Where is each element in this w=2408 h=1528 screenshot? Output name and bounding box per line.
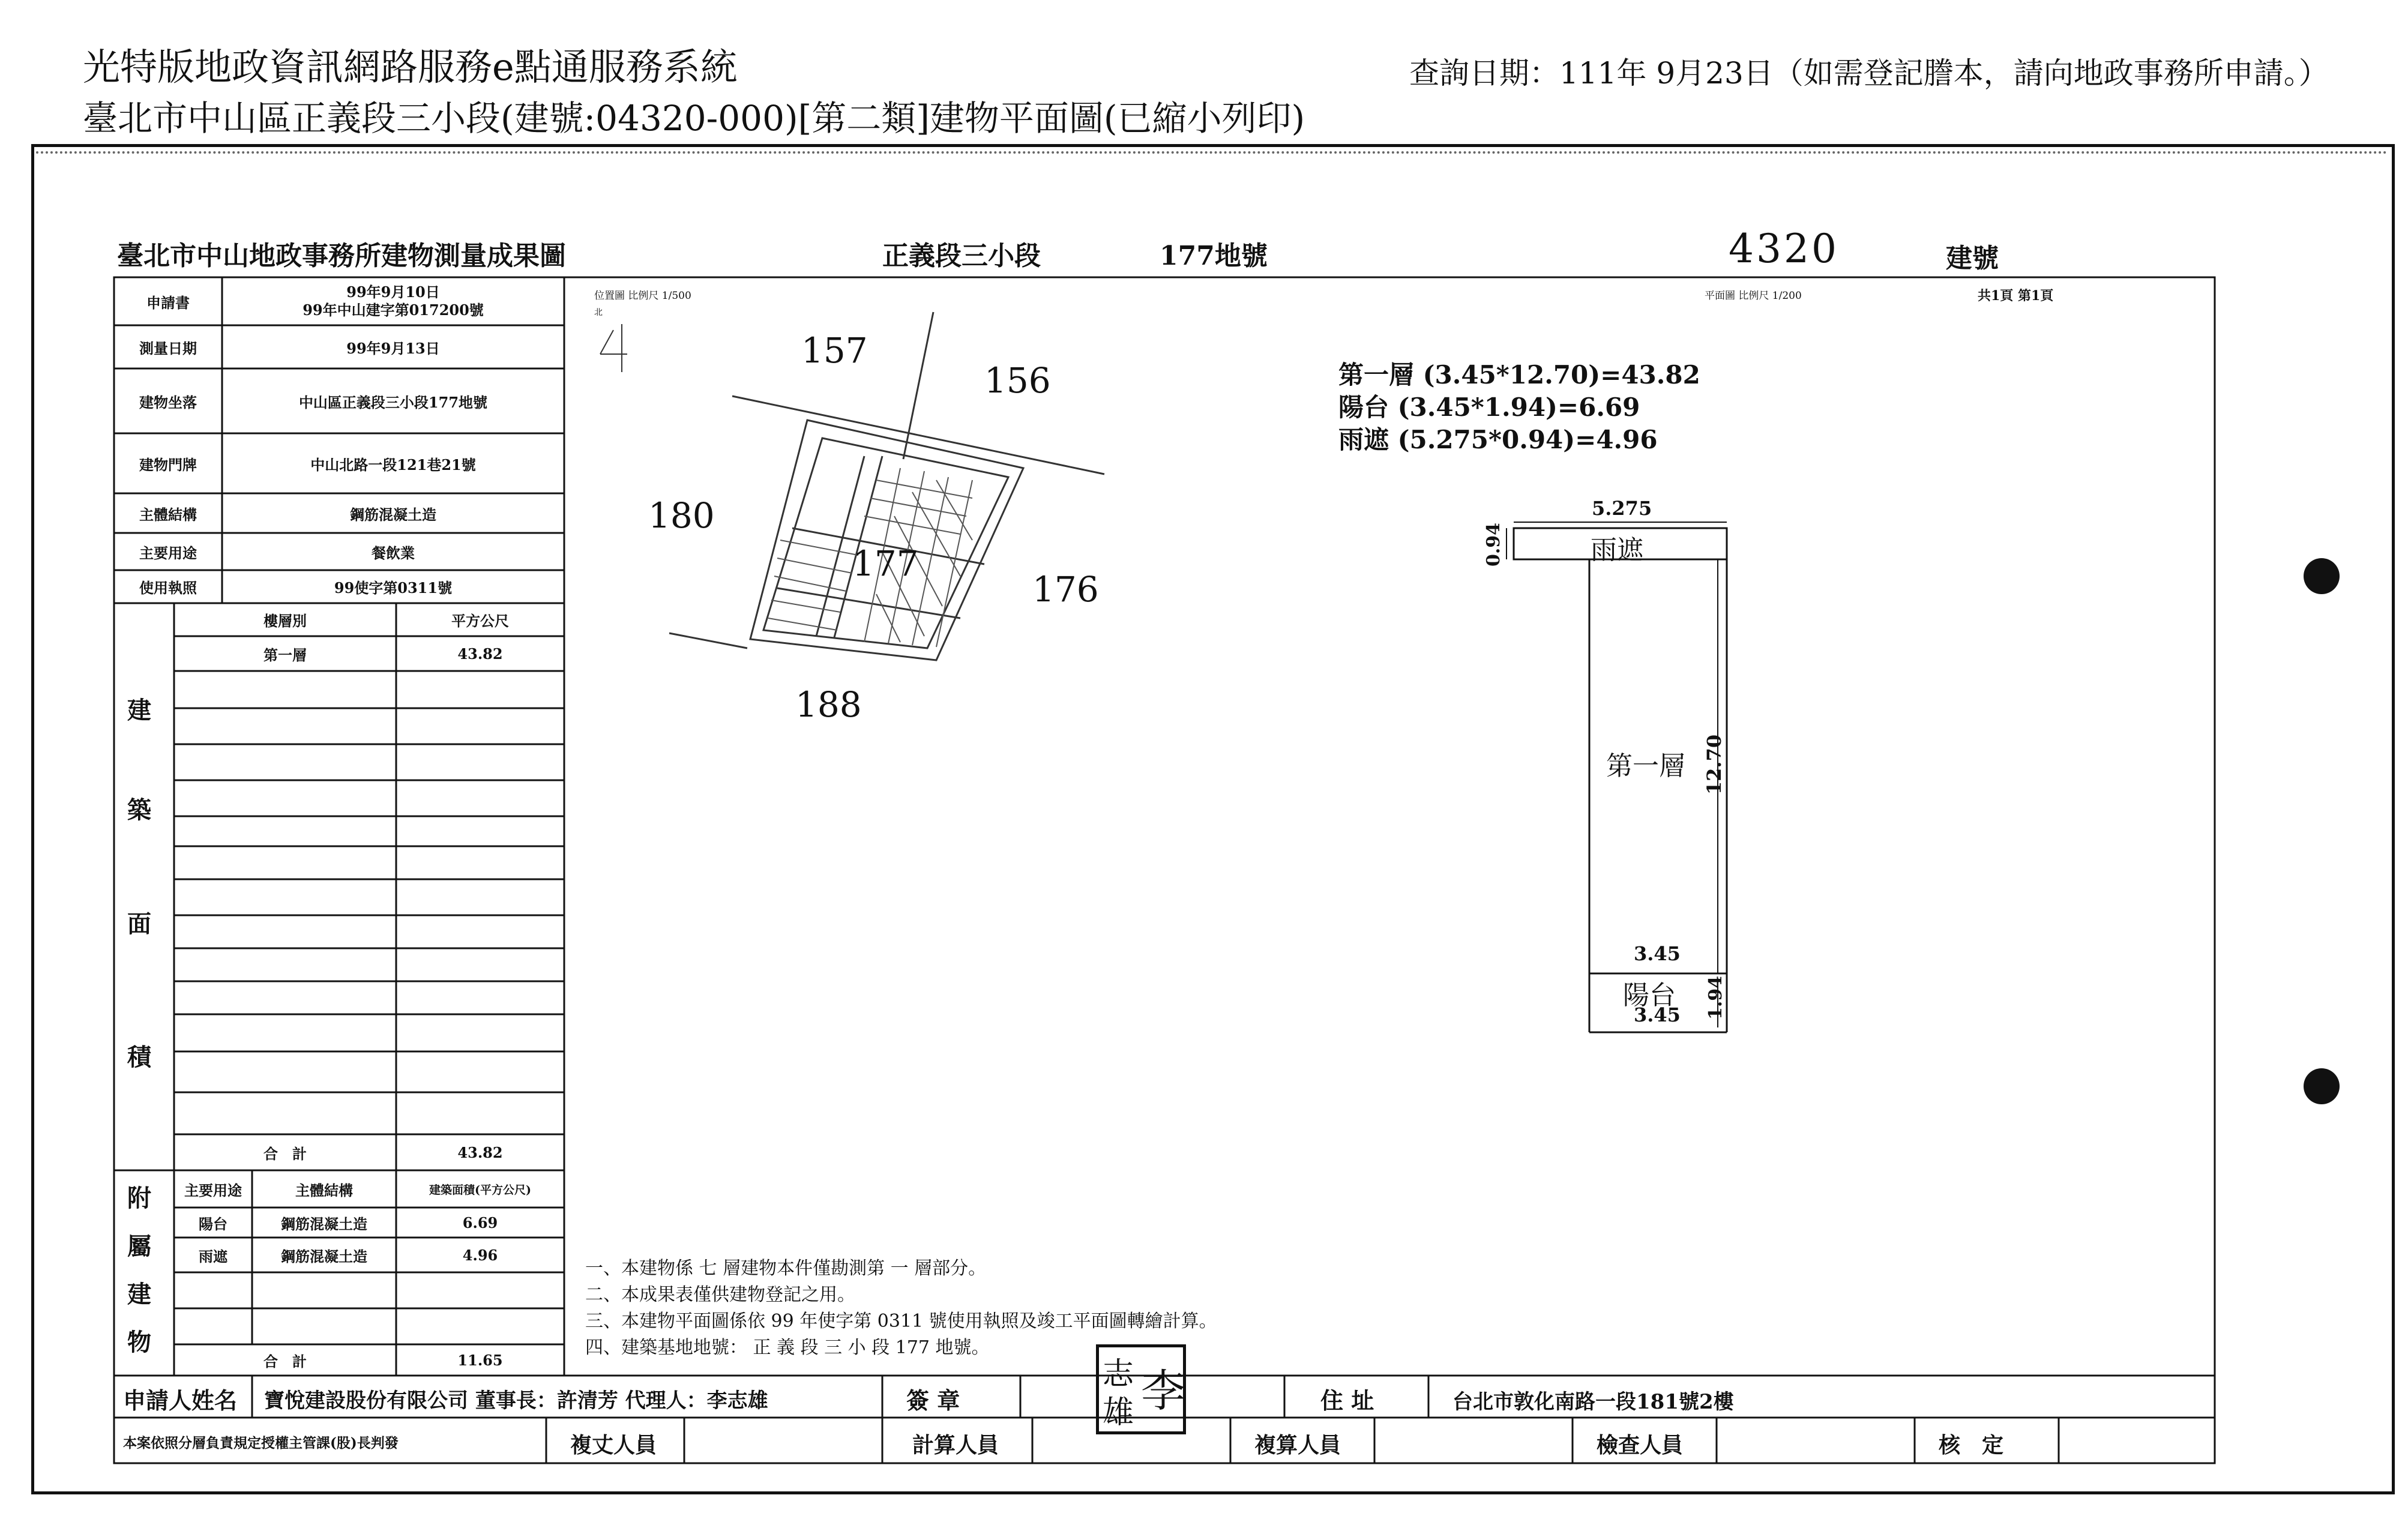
building-number: 4320 <box>1729 226 1839 272</box>
canopy-depth: 0.94 <box>1483 522 1505 567</box>
note-4: 四、建築基地地號： 正 義 段 三 小 段 177 地號。 <box>585 1337 990 1358</box>
info-value-structure: 鋼筋混凝土造 <box>350 505 436 523</box>
area-side-label-3: 面 <box>127 910 151 938</box>
info-value-survey-date: 99年9月13日 <box>346 339 440 357</box>
north-arrow-icon <box>600 324 627 372</box>
annex-side-label-1: 附 <box>127 1184 151 1212</box>
annex-area-1: 6.69 <box>462 1214 498 1232</box>
address-label: 住 址 <box>1320 1387 1374 1414</box>
review-label: 複丈人員 <box>570 1433 657 1458</box>
note-1: 一、本建物係 七 層建物本件僅勘測第 一 層部分。 <box>585 1258 987 1279</box>
area-side-label-4: 積 <box>127 1043 151 1071</box>
info-label-location: 建物坐落 <box>139 393 197 411</box>
area-side-label-1: 建 <box>127 696 151 724</box>
floor1-label: 第一層 <box>1606 751 1685 781</box>
seal-char: 雄 <box>1103 1395 1134 1431</box>
annex-side-label-3: 建 <box>127 1280 151 1308</box>
calc-label: 計算人員 <box>912 1433 999 1458</box>
seal-label: 簽 章 <box>906 1387 960 1414</box>
area-floor-1: 第一層 <box>263 646 307 664</box>
calc-line-3: 雨遮 (5.275*0.94)=4.96 <box>1338 425 1658 454</box>
authority-note: 本案依照分層負責規定授權主管課(股)長判發 <box>123 1435 399 1451</box>
area-total-value: 43.82 <box>457 1143 503 1161</box>
check-label: 檢查人員 <box>1597 1433 1684 1458</box>
annex-col-structure: 主體結構 <box>295 1181 353 1199</box>
annex-side-label-2: 屬 <box>127 1232 151 1260</box>
lot-label: 157 <box>801 330 868 371</box>
area-side-label-2: 築 <box>127 796 151 824</box>
building-number-label: 建號 <box>1946 243 1999 274</box>
page-info: 共1頁 第1頁 <box>1978 288 2054 304</box>
annex-use-2: 雨遮 <box>199 1247 227 1265</box>
lot-label: 176 <box>1032 569 1099 610</box>
office-title: 臺北市中山地政事務所建物測量成果圖 <box>117 241 566 271</box>
system-title: 光特版地政資訊網路服務e點通服務系統 <box>83 45 738 89</box>
area-value-1: 43.82 <box>457 645 503 663</box>
info-label-structure: 主體結構 <box>139 505 197 523</box>
annex-structure-1: 鋼筋混凝土造 <box>281 1215 367 1233</box>
info-value-application: 99年9月10日 99年中山建字第017200號 <box>303 283 484 319</box>
annex-total-label: 合 計 <box>263 1352 307 1370</box>
floor1-width: 3.45 <box>1634 942 1681 965</box>
balcony-label: 陽台 <box>1623 980 1676 1011</box>
applicant-value: 寶悅建設股份有限公司 董事長：許清芳 代理人：李志雄 <box>264 1389 768 1413</box>
info-label-application: 申請書 <box>146 293 190 311</box>
north-label: 北 <box>594 308 603 317</box>
area-col-sqm: 平方公尺 <box>451 612 509 630</box>
lot-label: 177 <box>852 543 919 584</box>
annex-area-2: 4.96 <box>462 1246 498 1264</box>
annex-structure-2: 鋼筋混凝土造 <box>281 1247 367 1265</box>
annex-side-label-4: 物 <box>127 1328 151 1356</box>
lot-label: 180 <box>648 495 715 536</box>
seal-stamp <box>1096 1344 1186 1434</box>
query-info: 查詢日期：111年 9月23日（如需登記謄本，請向地政事務所申請。） <box>1409 56 2329 91</box>
applicant-label: 申請人姓名 <box>123 1387 238 1414</box>
info-value-usage: 餐飲業 <box>372 544 415 562</box>
lot-label: 188 <box>795 684 862 725</box>
balcony-depth: 1.94 <box>1705 975 1727 1020</box>
address-value: 台北市敦化南路一段181號2樓 <box>1452 1390 1734 1414</box>
seal-char: 志 <box>1103 1356 1134 1392</box>
info-value-location: 中山區正義段三小段177地號 <box>298 393 488 411</box>
recalc-label: 複算人員 <box>1254 1433 1341 1458</box>
calc-line-2: 陽台 (3.45*1.94)=6.69 <box>1338 393 1640 422</box>
info-value-door-number: 中山北路一段121巷21號 <box>310 456 476 474</box>
note-2: 二、本成果表僅供建物登記之用。 <box>585 1284 855 1305</box>
info-label-survey-date: 測量日期 <box>139 339 197 357</box>
annex-total-value: 11.65 <box>457 1351 503 1369</box>
lot-number: 177地號 <box>1160 241 1268 271</box>
document-title: 臺北市中山區正義段三小段(建號:04320-000)[第二類]建物平面圖(已縮小列印) <box>83 98 1305 139</box>
section-name: 正義段三小段 <box>882 241 1041 271</box>
canopy-width: 5.275 <box>1592 497 1652 520</box>
area-col-floor: 樓層別 <box>263 612 307 630</box>
area-total-label: 合 計 <box>263 1144 307 1163</box>
plan-scale: 平面圖 比例尺 1/200 <box>1705 290 1802 302</box>
info-value-license: 99使字第0311號 <box>334 579 453 597</box>
approve-label: 核 定 <box>1939 1433 2004 1458</box>
balcony-width: 3.45 <box>1634 1003 1681 1026</box>
info-label-license: 使用執照 <box>139 579 197 597</box>
annex-col-use: 主要用途 <box>184 1181 242 1199</box>
info-label-usage: 主要用途 <box>139 544 197 562</box>
location-scale: 位置圖 比例尺 1/500 <box>594 290 691 302</box>
annex-use-1: 陽台 <box>199 1215 227 1233</box>
calc-line-1: 第一層 (3.45*12.70)=43.82 <box>1338 360 1700 390</box>
note-3: 三、本建物平面圖係依 99 年使字第 0311 號使用執照及竣工平面圖轉繪計算。 <box>585 1311 1217 1332</box>
annex-col-area: 建築面積(平方公尺) <box>429 1183 531 1197</box>
canopy-label: 雨遮 <box>1591 535 1643 565</box>
lot-label: 156 <box>984 360 1051 401</box>
seal-char: 李 <box>1141 1365 1185 1417</box>
floor1-depth: 12.70 <box>1703 734 1726 795</box>
info-label-door-number: 建物門牌 <box>139 456 197 474</box>
